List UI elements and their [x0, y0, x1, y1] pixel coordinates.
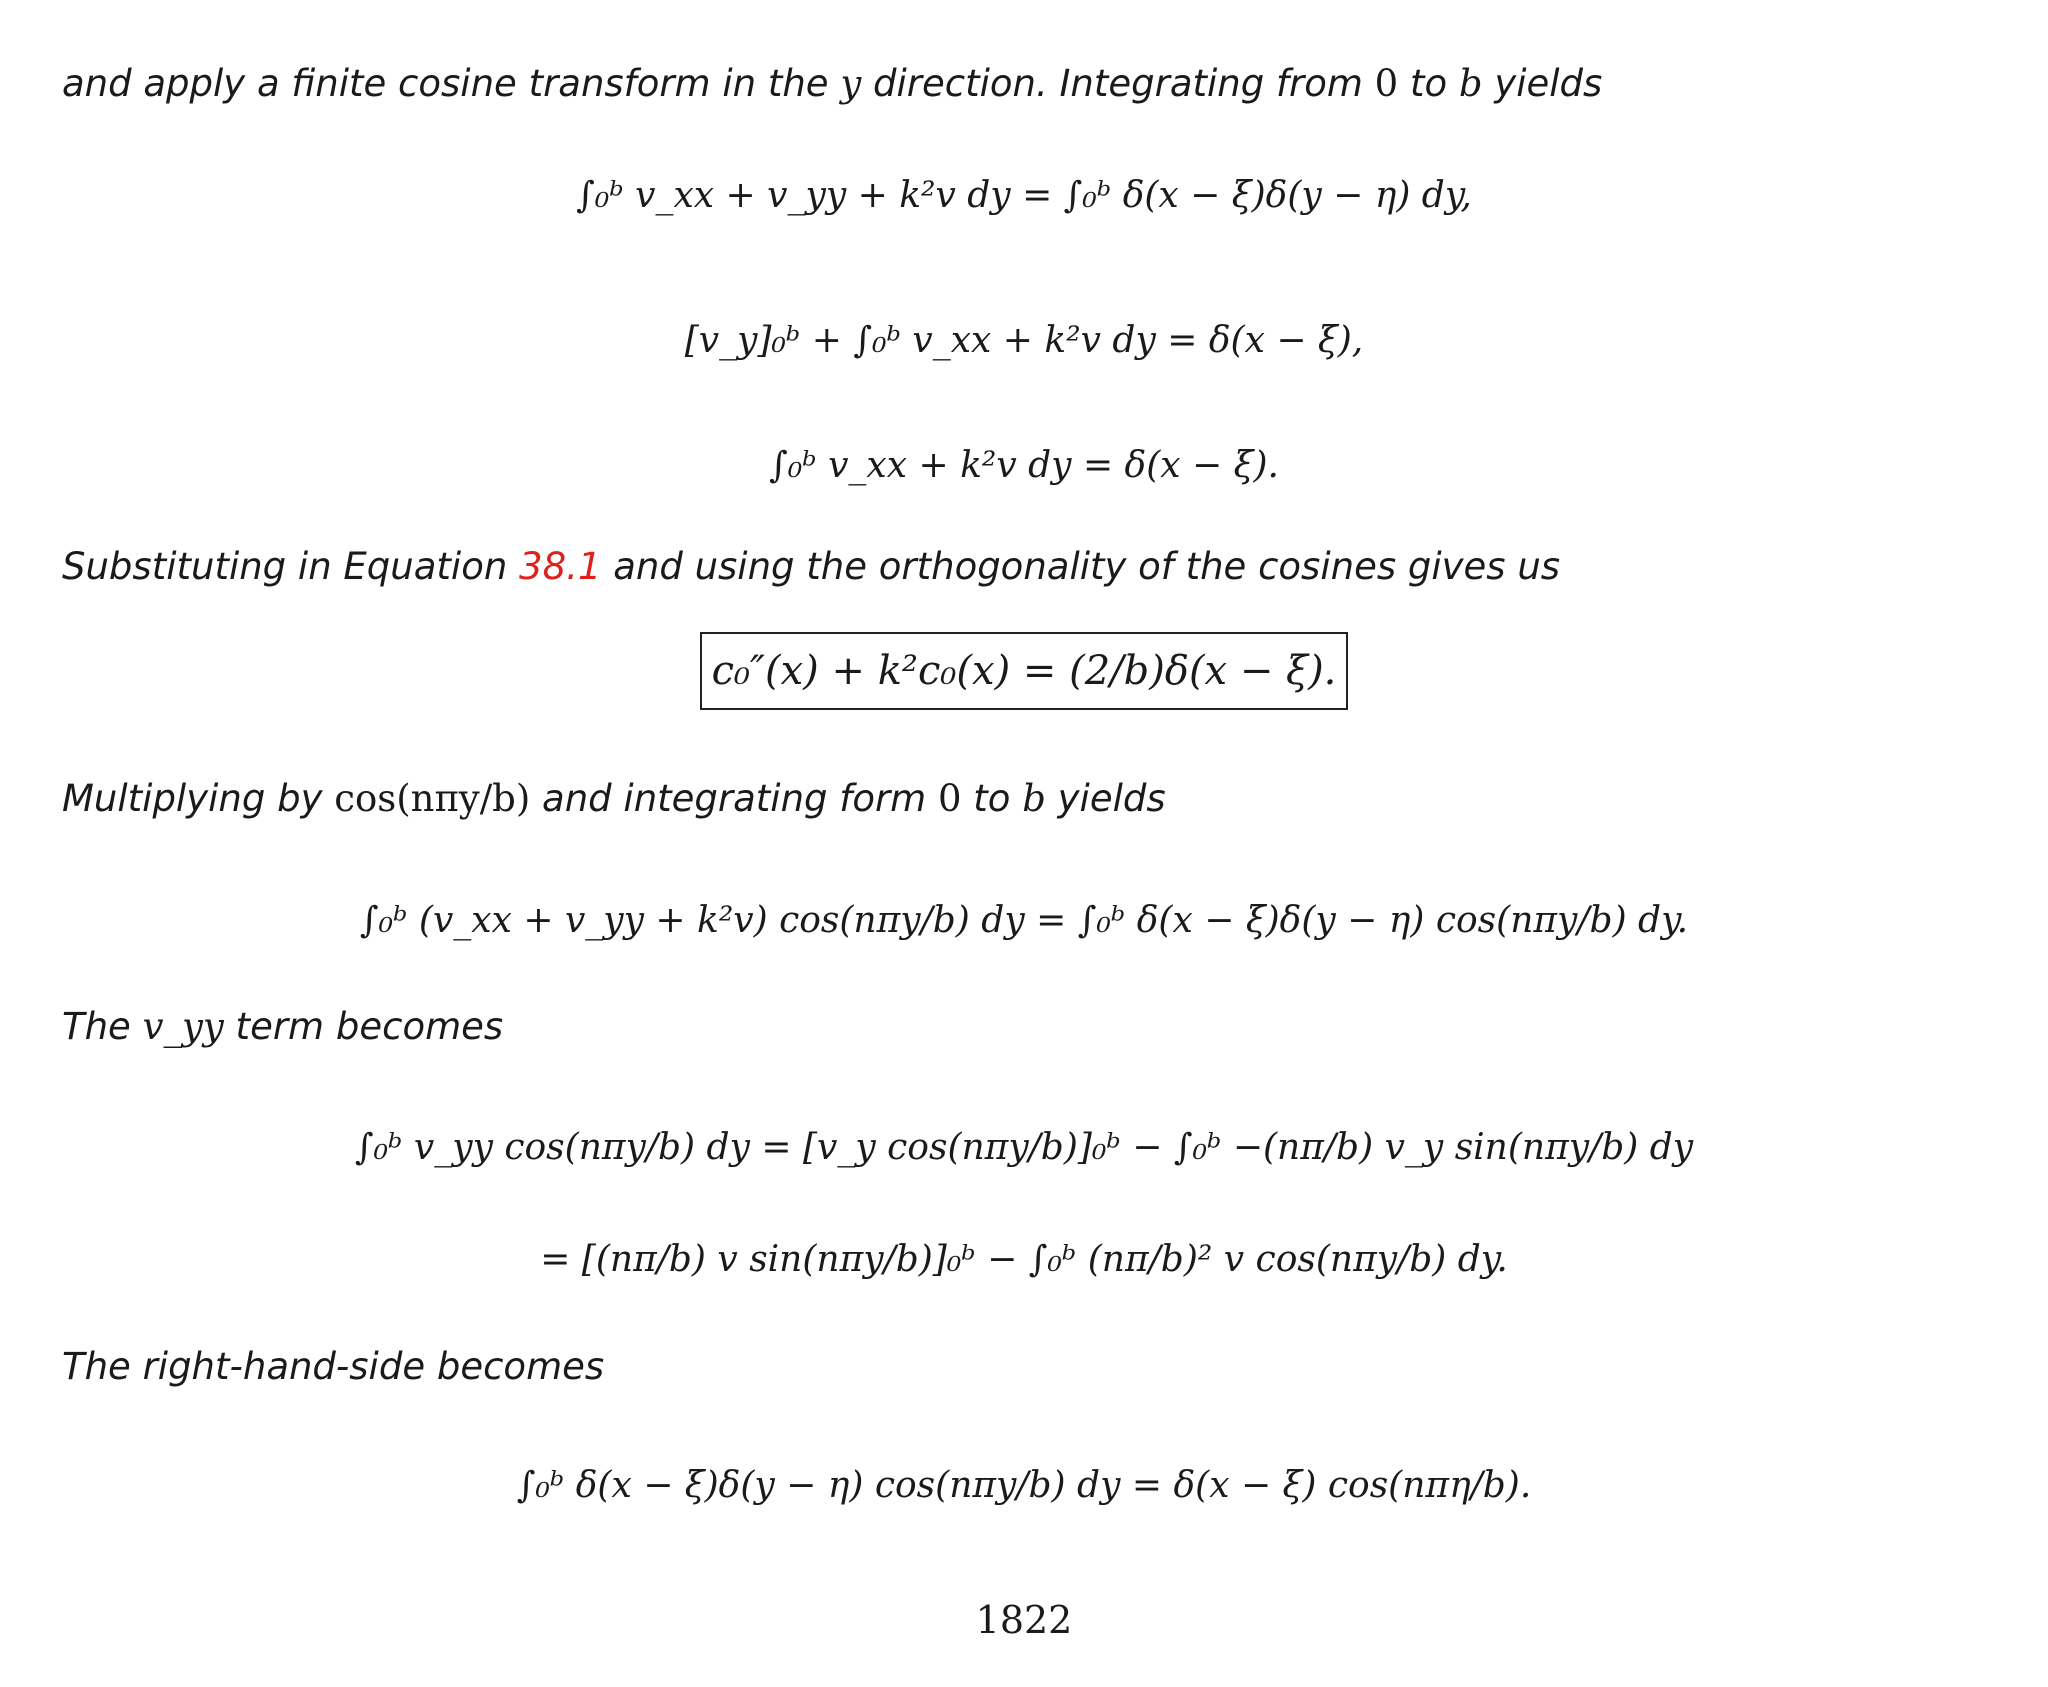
- substituting-text-1: Substituting in Equation: [62, 545, 520, 588]
- paragraph-vyy-term: [62, 1005, 503, 1048]
- intro-text-2: direction. Integrating from: [861, 62, 1375, 105]
- paragraph-rhs: [62, 1345, 604, 1388]
- intro-var-b: b: [1458, 62, 1483, 105]
- equation-multiplied-cosine: ∫₀ᵇ (v_xx + v_yy + k²v) cos(nπy/b) dy = ∫₀ᵇ δ(x − ξ)δ(y − η) cos(nπy/b) dy.: [359, 900, 1689, 941]
- paragraph-multiplying: [62, 777, 1166, 820]
- equation-ibp-line-1: ∫₀ᵇ v_yy cos(nπy/b) dy = [v_y cos(nπy/b)]₀ᵇ − ∫₀ᵇ −(nπ/b) v_y sin(nπy/b) dy: [354, 1127, 1694, 1168]
- equation-integrate-y: ∫₀ᵇ v_xx + v_yy + k²v dy = ∫₀ᵇ δ(x − ξ)δ(y − η) dy,: [576, 175, 1472, 216]
- vyy-text-2: term becomes: [223, 1005, 504, 1048]
- multiplying-var-b: b: [1022, 777, 1046, 820]
- equation-reduced: ∫₀ᵇ v_xx + k²v dy = δ(x − ξ).: [769, 445, 1279, 486]
- page-number: 1822: [975, 1598, 1073, 1642]
- multiplying-zero: 0: [937, 777, 962, 820]
- boxed-equation-container: [0, 632, 2048, 710]
- intro-text-3: to: [1398, 62, 1459, 105]
- paragraph-intro: [62, 62, 1602, 105]
- equation-ibp-line-2: = [(nπ/b) v sin(nπy/b)]₀ᵇ − ∫₀ᵇ (nπ/b)² v cos(nπy/b) dy.: [540, 1239, 1508, 1280]
- rhs-text: The right-hand-side becomes: [62, 1345, 605, 1388]
- multiplying-cos-expression: cos(nπy/b): [334, 777, 531, 820]
- paragraph-substituting: [62, 545, 1560, 588]
- equation-integration-by-parts: [0, 1127, 2048, 1280]
- intro-text-1: and apply a finite cosine transform in the: [62, 62, 841, 105]
- boxed-equation: c₀″(x) + k²c₀(x) = (2/b)δ(x − ξ).: [700, 632, 1349, 710]
- intro-text-4: yields: [1482, 62, 1603, 105]
- substituting-text-2: and using the orthogonality of the cosines gives us: [601, 545, 1561, 588]
- vyy-variable: v_yy: [142, 1005, 224, 1048]
- multiplying-text-3: to: [961, 777, 1023, 820]
- intro-var-y: y: [840, 62, 862, 105]
- vyy-text-1: The: [62, 1005, 143, 1048]
- equation-boundary-term: [v_y]₀ᵇ + ∫₀ᵇ v_xx + k²v dy = δ(x − ξ),: [684, 320, 1364, 361]
- intro-zero: 0: [1374, 62, 1399, 105]
- multiplying-text-2: and integrating form: [530, 777, 938, 820]
- multiplying-text-4: yields: [1045, 777, 1166, 820]
- equation-reference-link[interactable]: 38.1: [519, 545, 602, 588]
- multiplying-text-1: Multiplying by: [62, 777, 335, 820]
- equation-rhs: ∫₀ᵇ δ(x − ξ)δ(y − η) cos(nπy/b) dy = δ(x − ξ) cos(nπη/b).: [516, 1465, 1532, 1506]
